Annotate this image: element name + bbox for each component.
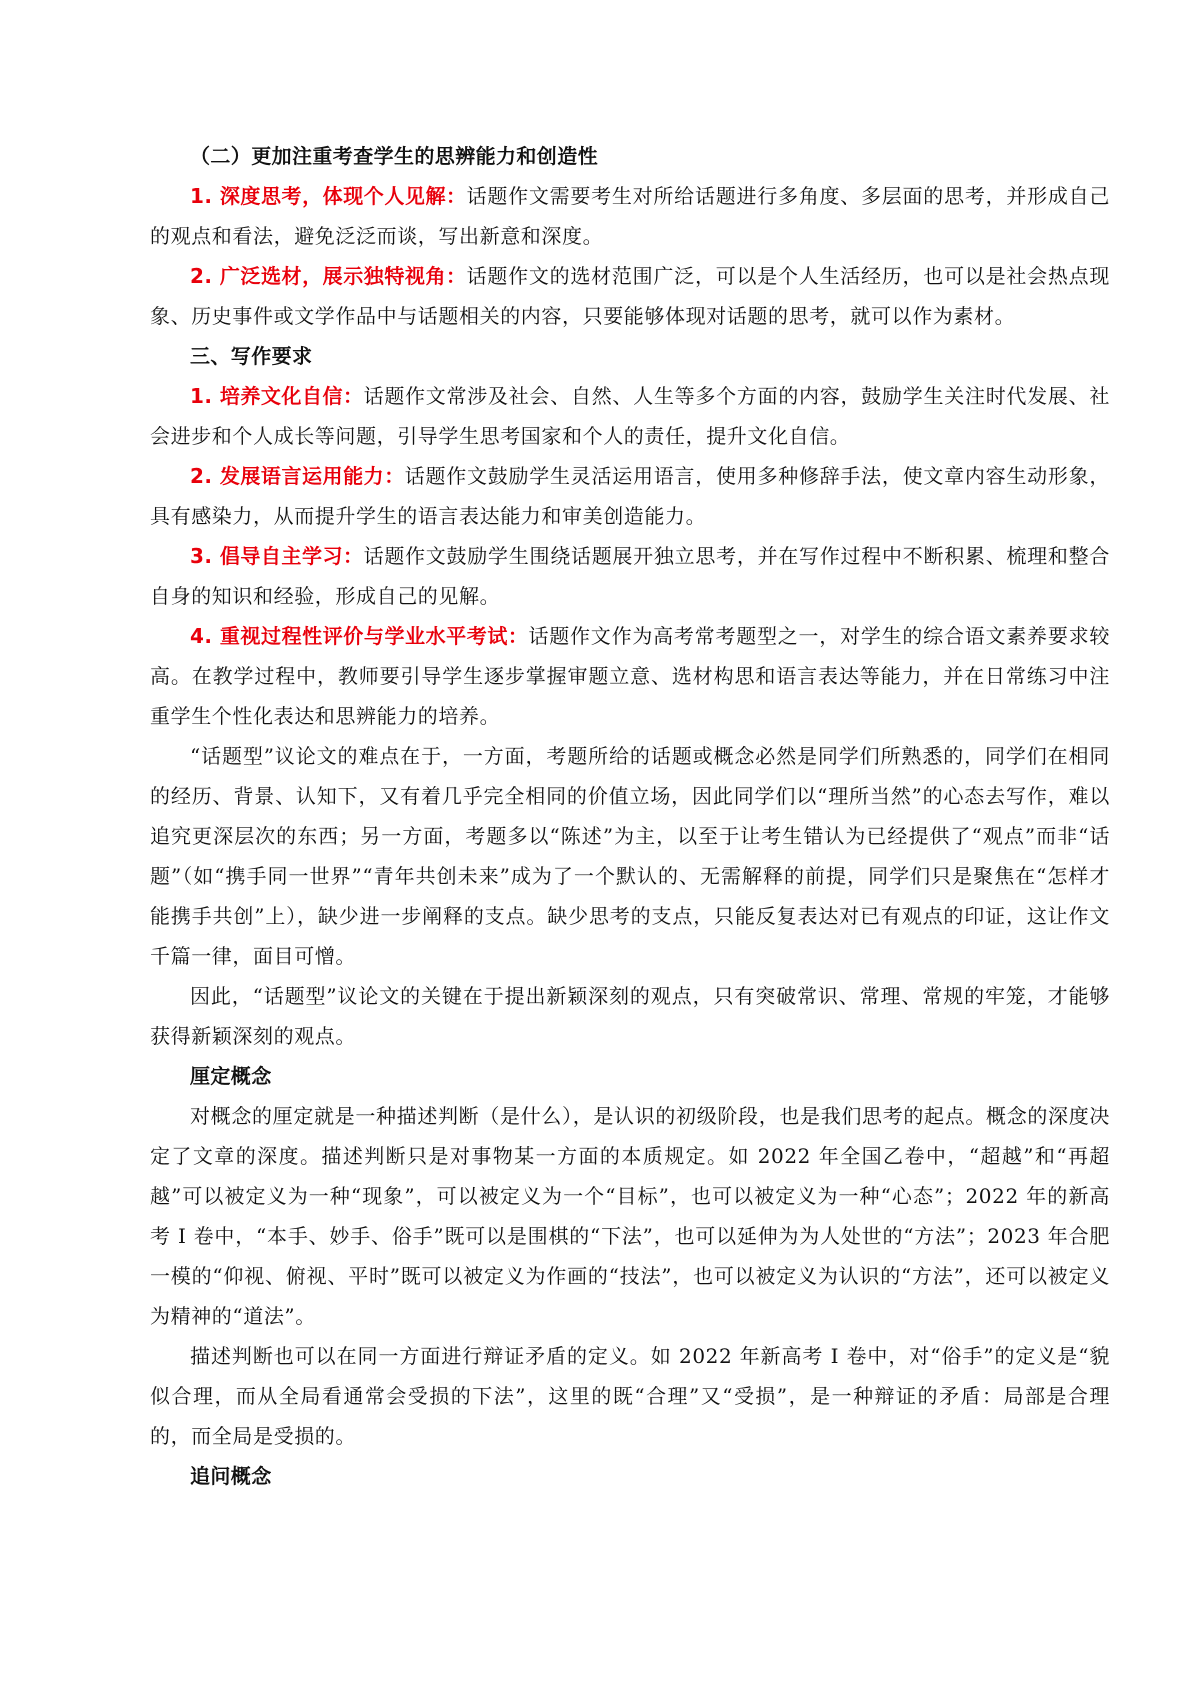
item-label: 1. 深度思考，体现个人见解： [190,184,467,208]
item-text: 话题作文鼓励学生灵活运用语言，使用多种修辞手法，使文章内容生动形象，具有感染力，从而提升学生的语言表达能力和审美创造能力。 [150,464,1110,528]
item-label: 3. 倡导自主学习： [190,544,364,568]
item-text: 话题作文需要考生对所给话题进行多角度、多层面的思考，并形成自己的观点和看法，避免泛泛而谈，写出新意和深度。 [150,184,1110,248]
list-item [150,456,1110,536]
list-item [150,176,1110,256]
item-label: 2. 发展语言运用能力： [190,464,405,488]
list-item [150,536,1110,616]
body-paragraph: 对概念的厘定就是一种描述判断（是什么），是认识的初级阶段，也是我们思考的起点。概念的深度决定了文章的深度。描述判断只是对事物某一方面的本质规定。如 2022 年全国乙卷中，“超越”和“再超越”可以被定义为一种“现象”，可以被定义为一个“目标”，也可以被定义为一种“心态”；2022 年的新高考 I 卷中，“本手、妙手、俗手”既可以是围棋的“下法”，也可以延伸为为人处世的“方法”；2023 年合肥一模的“仰视、俯视、平时”既可以被定义为作画的“技法”，也可以被定义为认识的“方法”，还可以被定义为精神的“道法”。 [150,1104,1110,1328]
list-item [150,376,1110,456]
item-label: 2. 广泛选材，展示独特视角： [190,264,467,288]
item-text: 话题作文常涉及社会、自然、人生等多个方面的内容，鼓励学生关注时代发展、社会进步和个人成长等问题，引导学生思考国家和个人的责任，提升文化自信。 [150,384,1110,448]
item-text: 话题作文的选材范围广泛，可以是个人生活经历，也可以是社会热点现象、历史事件或文学作品中与话题相关的内容，只要能够体现对话题的思考，就可以作为素材。 [150,264,1110,328]
body-paragraph: 因此，“话题型”议论文的关键在于提出新颖深刻的观点，只有突破常识、常理、常规的牢笼，才能够获得新颖深刻的观点。 [150,984,1110,1048]
item-label: 4. 重视过程性评价与学业水平考试： [190,624,529,648]
body-paragraph: “话题型”议论文的难点在于，一方面，考题所给的话题或概念必然是同学们所熟悉的，同学们在相同的经历、背景、认知下，又有着几乎完全相同的价值立场，因此同学们以“理所当然”的心态去写作，难以追究更深层次的东西；另一方面，考题多以“陈述”为主，以至于让考生错认为已经提供了“观点”而非“话题”（如“携手同一世界”“青年共创未来”成为了一个默认的、无需解释的前提，同学们只是聚焦在“怎样才能携手共创”上），缺少进一步阐释的支点。缺少思考的支点，只能反复表达对已有观点的印证，这让作文千篇一律，面目可憎。 [150,744,1110,968]
section-heading: 三、写作要求 [190,344,313,368]
section-heading: （二）更加注重考查学生的思辨能力和创造性 [190,144,598,168]
body-paragraph: 描述判断也可以在同一方面进行辩证矛盾的定义。如 2022 年新高考 I 卷中，对“俗手”的定义是“貌似合理，而从全局看通常会受损的下法”，这里的既“合理”又“受损”，是一种辩证的矛盾：局部是合理的，而全局是受损的。 [150,1344,1110,1448]
document-page [150,136,1110,1496]
item-label: 1. 培养文化自信： [190,384,364,408]
list-item [150,256,1110,336]
item-text: 话题作文作为高考常考题型之一，对学生的综合语文素养要求较高。在教学过程中，教师要引导学生逐步掌握审题立意、选材构思和语言表达等能力，并在日常练习中注重学生个性化表达和思辨能力的培养。 [150,624,1110,728]
item-text: 话题作文鼓励学生围绕话题展开独立思考，并在写作过程中不断积累、梳理和整合自身的知识和经验，形成自己的见解。 [150,544,1110,608]
subheading: 追问概念 [190,1464,272,1488]
subheading: 厘定概念 [190,1064,272,1088]
list-item [150,616,1110,736]
